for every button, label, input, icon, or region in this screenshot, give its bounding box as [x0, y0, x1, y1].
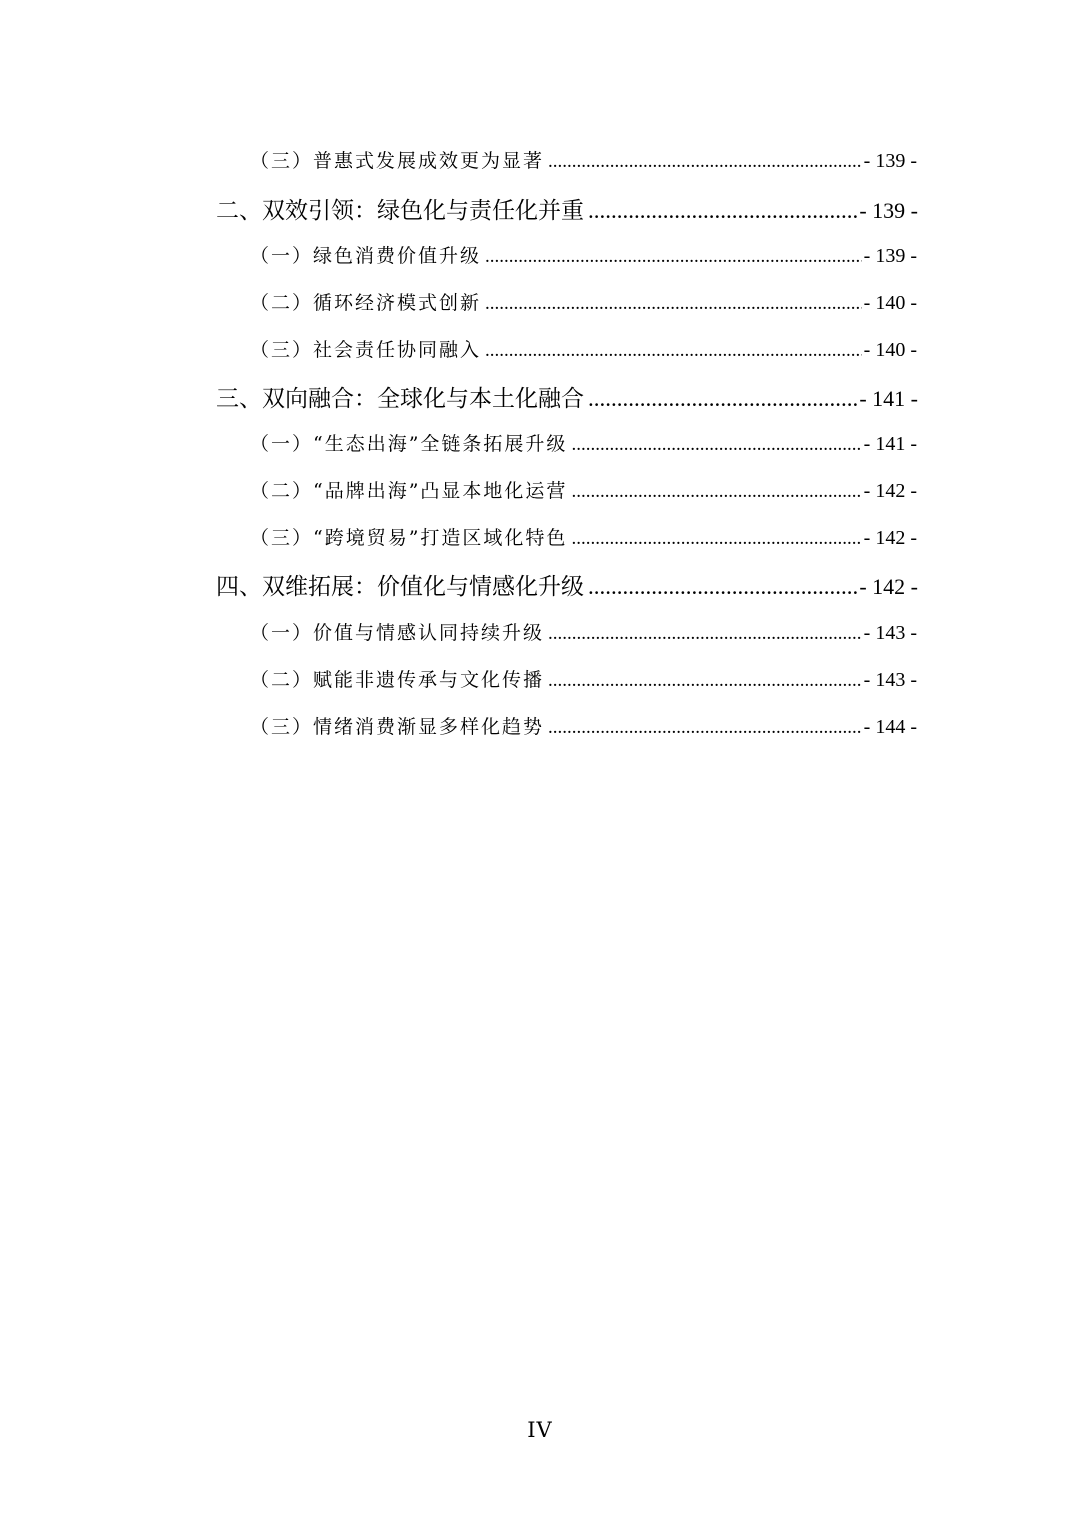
toc-entry[interactable]	[250, 429, 917, 456]
toc-entry-title: （三）社会责任协同融入	[250, 339, 482, 361]
toc-entry[interactable]	[216, 192, 918, 225]
toc-dot-leader	[485, 293, 862, 315]
toc-dot-leader	[571, 434, 861, 456]
toc-dot-leader	[588, 198, 857, 224]
toc-entry-title: （三）普惠式发展成效更为显著	[250, 150, 545, 172]
toc-dot-leader	[548, 623, 862, 645]
toc-entry[interactable]	[250, 523, 917, 550]
toc-entry-title: （一）绿色消费价值升级	[250, 245, 482, 267]
toc-entry-title: （二）赋能非遗传承与文化传播	[250, 669, 545, 691]
toc-entry-page: - 139 -	[863, 150, 917, 172]
page-number: IV	[527, 1418, 553, 1442]
toc-entry[interactable]	[250, 146, 917, 173]
toc-entry-page: - 142 -	[863, 527, 917, 549]
toc-entry-page: - 140 -	[863, 339, 917, 361]
toc-entry-title: 二、双效引领：绿色化与责任化并重	[216, 198, 584, 224]
toc-entry-title: （三）情绪消费渐显多样化趋势	[250, 716, 545, 738]
toc-dot-leader	[548, 717, 862, 739]
toc-dot-leader	[548, 670, 862, 692]
toc-entry[interactable]	[250, 476, 917, 503]
toc-entry[interactable]	[216, 380, 918, 413]
toc-entry[interactable]	[250, 288, 917, 315]
toc-entry[interactable]	[250, 665, 917, 692]
toc-entry-page: - 143 -	[863, 669, 917, 691]
toc-dot-leader	[571, 528, 861, 550]
toc-entry-title: 四、双维拓展：价值化与情感化升级	[216, 574, 584, 600]
toc-entry-title: （二）循环经济模式创新	[250, 292, 482, 314]
toc-entry-title: （一）价值与情感认同持续升级	[250, 622, 545, 644]
toc-entry-page: - 144 -	[863, 716, 917, 738]
toc-entry-page: - 140 -	[863, 292, 917, 314]
toc-entry[interactable]	[216, 568, 918, 601]
toc-entry-page: - 139 -	[859, 198, 918, 223]
toc-entry-page: - 141 -	[863, 433, 917, 455]
toc-dot-leader	[571, 481, 861, 503]
toc-entry-title: （二）“品牌出海”凸显本地化运营	[250, 480, 568, 502]
toc-entry[interactable]	[250, 335, 917, 362]
toc-entry-page: - 142 -	[859, 574, 918, 599]
toc-entry-page: - 141 -	[859, 386, 918, 411]
toc-entry[interactable]	[250, 712, 917, 739]
toc-dot-leader	[588, 386, 857, 412]
toc-dot-leader	[548, 151, 862, 173]
toc-entry-title: （一）“生态出海”全链条拓展升级	[250, 433, 568, 455]
toc-entry-page: - 142 -	[863, 480, 917, 502]
toc-dot-leader	[485, 340, 862, 362]
toc-entry[interactable]	[250, 618, 917, 645]
toc-entry-page: - 139 -	[863, 245, 917, 267]
toc-dot-leader	[588, 574, 857, 600]
toc-entry-title: 三、双向融合：全球化与本土化融合	[216, 386, 584, 412]
toc-entry-title: （三）“跨境贸易”打造区域化特色	[250, 527, 568, 549]
toc-entry[interactable]	[250, 241, 917, 268]
toc-dot-leader	[485, 246, 862, 268]
toc-entry-page: - 143 -	[863, 622, 917, 644]
